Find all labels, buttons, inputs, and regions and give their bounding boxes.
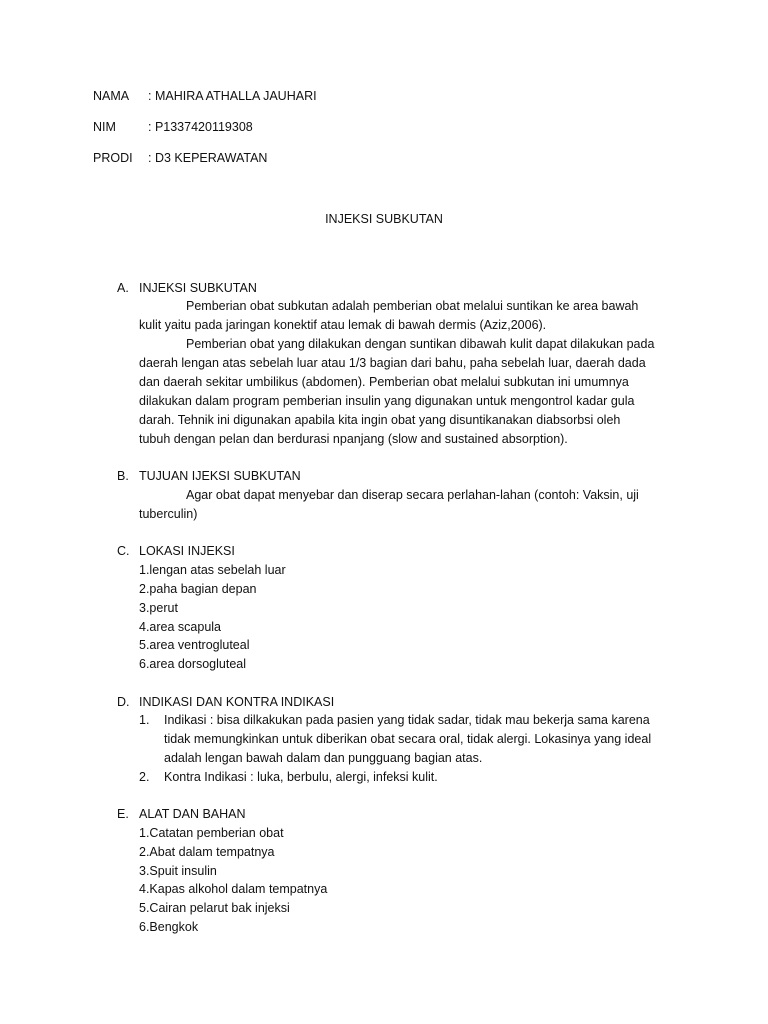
section-c-heading: LOKASI INJEKSI	[139, 544, 235, 558]
list-item: 4.Kapas alkohol dalam tempatnya	[139, 882, 328, 896]
list-item: 2.Abat dalam tempatnya	[139, 845, 275, 859]
prodi-label: PRODI	[93, 151, 133, 165]
nim-value: : P1337420119308	[148, 120, 253, 134]
section-a-p2-line: daerah lengan atas sebelah luar atau 1/3 bagian dari bahu, paha sebelah luar, daerah dada	[139, 356, 646, 370]
prodi-row	[93, 149, 267, 168]
section-a-heading: INJEKSI SUBKUTAN	[139, 281, 257, 295]
list-item: 5.area ventrogluteal	[139, 638, 250, 652]
kontra-indikasi-line: Kontra Indikasi : luka, berbulu, alergi, infeksi kulit.	[164, 770, 438, 784]
indikasi-line: adalah lengan bawah dalam dan pungguang bagian atas.	[164, 751, 483, 765]
nim-label: NIM	[93, 120, 116, 134]
section-a-letter: A.	[117, 281, 129, 295]
prodi-value: : D3 KEPERAWATAN	[148, 151, 268, 165]
list-item: 3.Spuit insulin	[139, 864, 217, 878]
page-title: INJEKSI SUBKUTAN	[325, 212, 443, 226]
list-item: 1.lengan atas sebelah luar	[139, 563, 286, 577]
section-b-line: tuberculin)	[139, 507, 198, 521]
indikasi-line: Indikasi : bisa dilkakukan pada pasien yang tidak sadar, tidak mau bekerja sama karena	[164, 713, 650, 727]
section-b-letter: B.	[117, 469, 129, 483]
list-item: 1.Catatan pemberian obat	[139, 826, 284, 840]
section-a-p2-line: Pemberian obat yang dilakukan dengan suntikan dibawah kulit dapat dilakukan pada	[186, 337, 655, 351]
section-a-p2-line: dilakukan dalam program pemberian insulin yang digunakan untuk mengontrol kadar gula	[139, 394, 635, 408]
list-item: 3.perut	[139, 601, 178, 615]
list-number: 2.	[139, 770, 150, 784]
list-item: 2.paha bagian depan	[139, 582, 257, 596]
list-item: 6.area dorsogluteal	[139, 657, 247, 671]
section-c-letter: C.	[117, 544, 130, 558]
section-e-letter: E.	[117, 807, 129, 821]
nim-row	[93, 118, 253, 137]
section-a-p1-line: Pemberian obat subkutan adalah pemberian obat melalui suntikan ke area bawah	[186, 299, 639, 313]
section-e-heading: ALAT DAN BAHAN	[139, 807, 246, 821]
list-item: 5.Cairan pelarut bak injeksi	[139, 901, 290, 915]
section-a-p2-line: dan daerah sekitar umbilikus (abdomen). Pemberian obat melalui subkutan ini umumnya	[139, 375, 629, 389]
nama-label: NAMA	[93, 89, 130, 103]
section-a-p1-line: kulit yaitu pada jaringan konektif atau lemak di bawah dermis (Aziz,2006).	[139, 318, 547, 332]
section-a-p2-line: tubuh dengan pelan dan berdurasi npanjang (slow and sustained absorption).	[139, 432, 568, 446]
nama-value: : MAHIRA ATHALLA JAUHARI	[148, 89, 317, 103]
section-d-heading: INDIKASI DAN KONTRA INDIKASI	[139, 695, 335, 709]
list-number: 1.	[139, 713, 150, 727]
list-item: 6.Bengkok	[139, 920, 199, 934]
nama-row	[93, 87, 317, 106]
section-d-letter: D.	[117, 695, 130, 709]
section-a-p2-line: darah. Tehnik ini digunakan apabila kita ingin obat yang disuntikanakan diabsorbsi oleh	[139, 413, 621, 427]
indikasi-line: tidak memungkinkan untuk diberikan obat secara oral, tidak alergi. Lokasinya yang ideal	[164, 732, 652, 746]
section-b-heading: TUJUAN IJEKSI SUBKUTAN	[139, 469, 301, 483]
section-b-line: Agar obat dapat menyebar dan diserap secara perlahan-lahan (contoh: Vaksin, uji	[186, 488, 639, 502]
list-item: 4.area scapula	[139, 620, 222, 634]
